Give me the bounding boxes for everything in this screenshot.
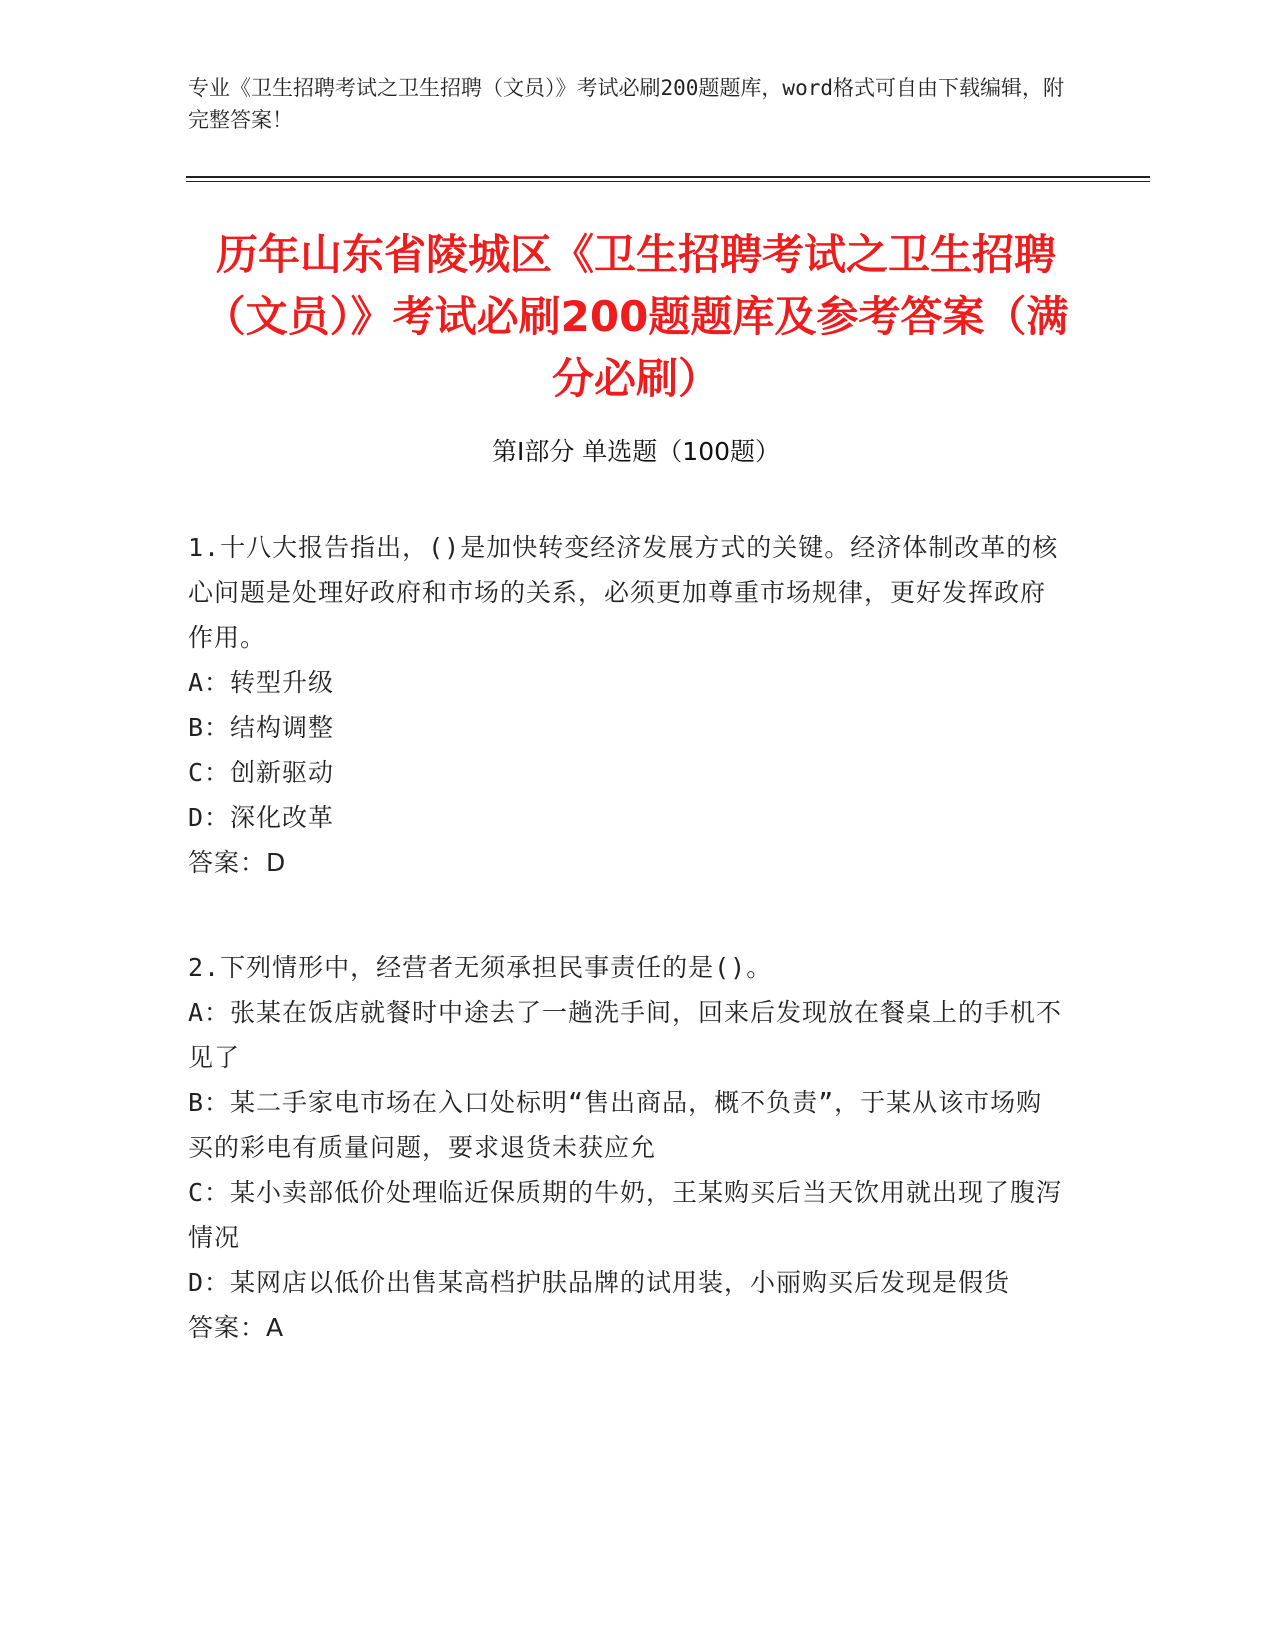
document-title: 历年山东省陵城区《卫生招聘考试之卫生招聘（文员）》考试必刷200题题库及参考答案（满分必刷） [203,230,1069,403]
header-divider-thick [186,176,1150,178]
answer-label: 答案： [188,848,267,877]
option-d: D：深化改革 [188,803,335,832]
answer-line [188,1305,1068,1350]
question-1 [188,525,1068,885]
question-list [188,525,1068,1410]
answer-line [188,840,1068,885]
question-stem: 2.下列情形中，经营者无须承担民事责任的是()。 [188,953,773,982]
option-d: D：某网店以低价出售某高档护肤品牌的试用装，小丽购买后发现是假货 [188,1268,1011,1297]
option-b: B：某二手家电市场在入口处标明“售出商品，概不负责”，于某从该市场购买的彩电有质量问题，要求退货未获应允 [188,1088,1043,1162]
header-divider-thin [186,181,1150,182]
answer-label: 答案： [188,1313,267,1342]
question-stem: 1.十八大报告指出，()是加快转变经济发展方式的关键。经济体制改革的核心问题是处理好政府和市场的关系，必须更加尊重市场规律，更好发挥政府作用。 [188,533,1059,652]
question-2 [188,945,1068,1350]
option-c: C：某小卖部低价处理临近保质期的牛奶，王某购买后当天饮用就出现了腹泻情况 [188,1178,1063,1252]
option-a: A：张某在饭店就餐时中途去了一趟洗手间，回来后发现放在餐桌上的手机不见了 [188,998,1063,1072]
option-b: B：结构调整 [188,713,335,742]
section-heading: 第I部分 单选题（100题） [491,437,781,466]
option-c: C：创新驱动 [188,758,335,787]
answer-value: A [266,1313,285,1342]
header-note: 专业《卫生招聘考试之卫生招聘（文员）》考试必刷200题题库，word格式可自由下载编辑，附完整答案！ [188,76,1064,132]
option-a: A：转型升级 [188,668,335,697]
answer-value: D [266,848,287,877]
